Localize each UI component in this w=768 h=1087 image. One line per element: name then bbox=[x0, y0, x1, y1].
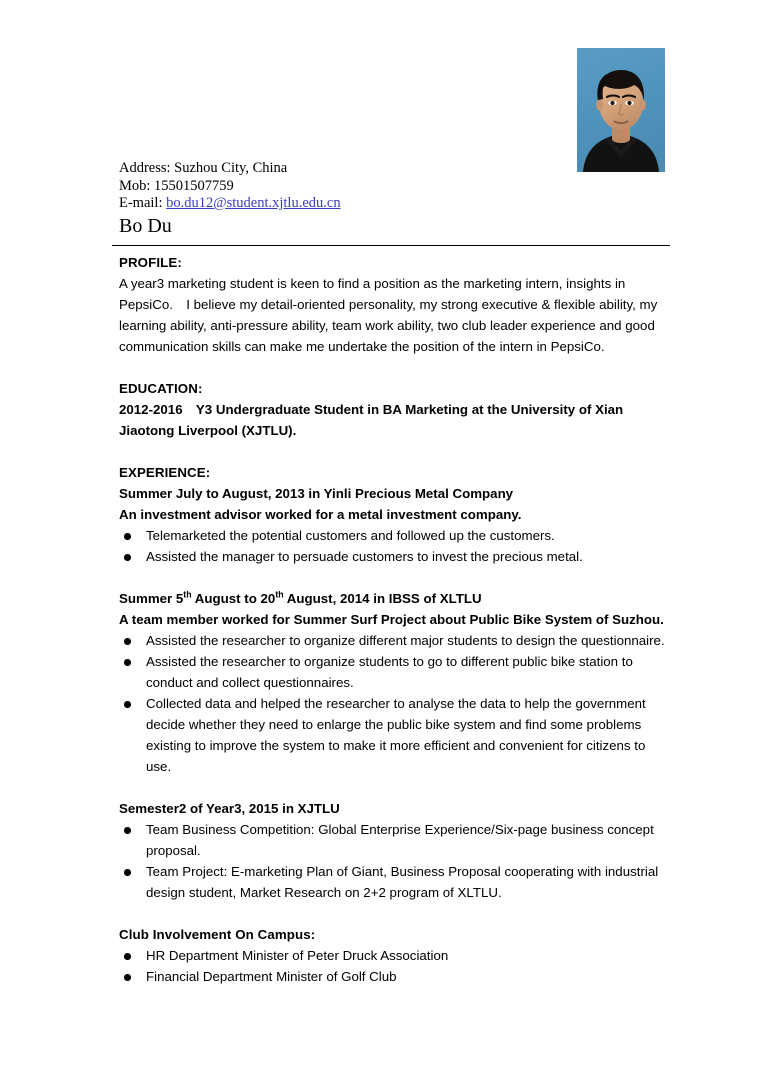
spacer bbox=[119, 357, 667, 378]
header-divider bbox=[112, 245, 670, 246]
list-item: Assisted the researcher to organize different major students to design the questionnaire. bbox=[119, 630, 667, 651]
education-entry: 2012-2016 Y3 Undergraduate Student in BA Marketing at the University of Xian Jiaotong Liverpool (XJTLU). bbox=[119, 402, 624, 438]
profile-paragraph: A year3 marketing student is keen to find a position as the marketing intern, insights in PepsiCo. I believe my detail-oriented personality, my strong executive & flexible ability, my learning ability, anti-pressure ability, team work ability, two club leader experience and good communication skills can make me undertake the position of the intern in PepsiCo. bbox=[119, 276, 658, 354]
section-heading-profile: PROFILE: bbox=[119, 255, 182, 270]
section-heading-club: Club Involvement On Campus: bbox=[119, 927, 316, 942]
resume-body bbox=[119, 252, 667, 987]
job-title-2-part-b: August to 20 bbox=[191, 591, 276, 606]
job-bullets-3 bbox=[119, 819, 667, 903]
list-item: HR Department Minister of Peter Druck Association bbox=[119, 945, 667, 966]
list-item: Team Business Competition: Global Enterprise Experience/Six-page business concept proposal. bbox=[119, 819, 667, 861]
profile-photo bbox=[577, 48, 665, 172]
job-title-2-part-a: Summer 5 bbox=[119, 591, 184, 606]
list-item: Telemarketed the potential customers and followed up the customers. bbox=[119, 525, 667, 546]
list-item: Assisted the manager to persuade customers to invest the precious metal. bbox=[119, 546, 667, 567]
section-heading-experience: EXPERIENCE: bbox=[119, 465, 211, 480]
list-item: Assisted the researcher to organize students to go to different public bike station to conduct and collect questionnaires. bbox=[119, 651, 667, 693]
job-subtitle-1: An investment advisor worked for a metal investment company. bbox=[119, 507, 522, 522]
contact-header bbox=[119, 160, 667, 239]
address-line: Address: Suzhou City, China bbox=[119, 160, 288, 176]
list-item: Team Project: E-marketing Plan of Giant, Business Proposal cooperating with industrial design student, Market Research on 2+2 program of XLTLU. bbox=[119, 861, 667, 903]
job-title-2-part-c: August, 2014 in IBSS of XLTLU bbox=[283, 591, 482, 606]
list-item: Financial Department Minister of Golf Club bbox=[119, 966, 667, 987]
mobile-line: Mob: 15501507759 bbox=[119, 177, 234, 194]
portrait-illustration bbox=[577, 48, 665, 172]
page-title: Bo Du bbox=[119, 214, 172, 237]
club-bullets bbox=[119, 945, 667, 987]
spacer bbox=[119, 441, 667, 462]
job-bullets-2 bbox=[119, 630, 667, 777]
email-label: E-mail: bbox=[119, 195, 167, 211]
job-bullets-1 bbox=[119, 525, 667, 567]
ordinal-suffix-first: th bbox=[183, 589, 192, 600]
job-title-2 bbox=[119, 588, 667, 609]
spacer bbox=[119, 567, 667, 588]
spacer bbox=[119, 777, 667, 798]
email-link[interactable]: bo.du12@student.xjtlu.edu.cn bbox=[166, 195, 341, 211]
job-subtitle-2: A team member worked for Summer Surf Project about Public Bike System of Suzhou. bbox=[119, 612, 664, 627]
ordinal-suffix-second: th bbox=[275, 589, 284, 600]
job-title-3: Semester2 of Year3, 2015 in XJTLU bbox=[119, 801, 340, 816]
spacer bbox=[119, 903, 667, 924]
section-heading-education: EDUCATION: bbox=[119, 381, 203, 396]
job-title-1: Summer July to August, 2013 in Yinli Precious Metal Company bbox=[119, 486, 514, 501]
email-line bbox=[119, 195, 667, 213]
list-item: Collected data and helped the researcher to analyse the data to help the government decide whether they need to enlarge the public bike system and find some problems existing to improve the system to make it more efficient and convenient for citizens to use. bbox=[119, 693, 667, 777]
